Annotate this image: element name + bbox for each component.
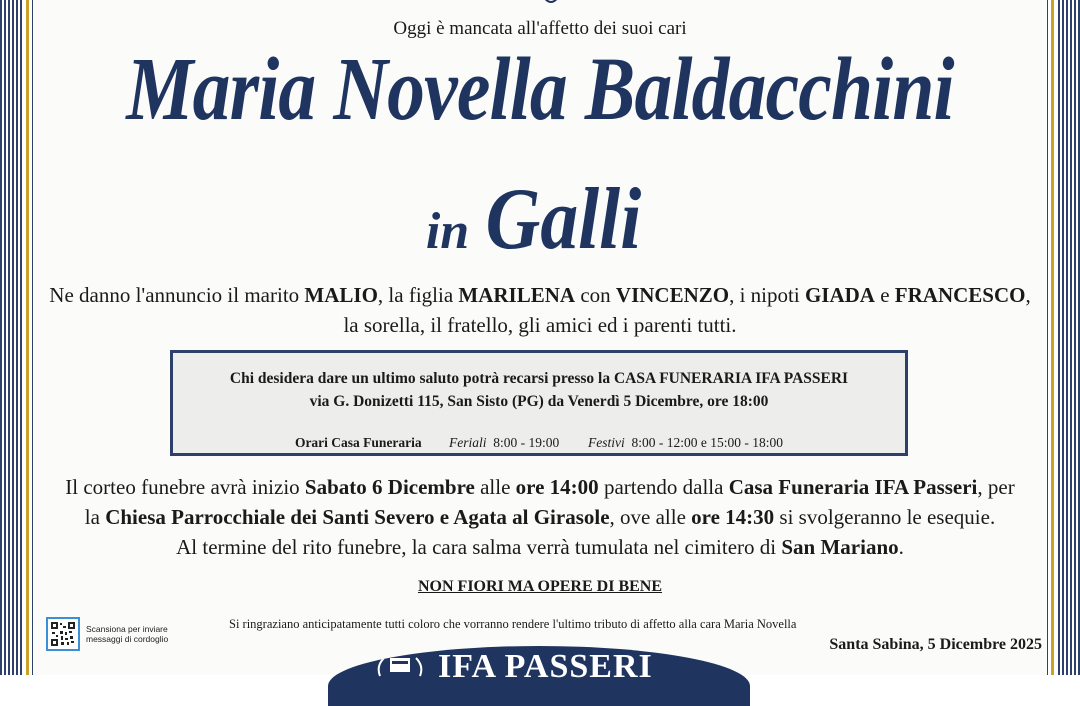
visitation-line-2: via G. Donizetti 115, San Sisto (PG) da Venerdì 5 Dicembre, ore 18:00 — [309, 393, 769, 410]
feriali-label: Feriali — [449, 435, 487, 450]
no-flowers-note — [34, 578, 1046, 596]
surname: Galli — [485, 171, 642, 268]
announcement — [34, 280, 1046, 340]
qr-code-icon[interactable] — [46, 617, 80, 651]
corteo-text: . — [898, 535, 904, 559]
corteo-text: , per — [977, 475, 1015, 499]
announcement-line-2: la sorella, il fratello, gli amici ed i parenti tutti. — [343, 313, 737, 337]
left-striped-border — [0, 0, 22, 675]
corteo-text: Il corteo funebre avrà inizio — [65, 475, 305, 499]
announce-text: Ne danno l'annuncio il marito — [49, 283, 305, 307]
announce-text: e — [874, 283, 895, 307]
married-name — [34, 171, 1046, 268]
festivi-label: Festivi — [588, 435, 625, 450]
right-gold-line — [1051, 0, 1054, 675]
announce-text: , — [1025, 283, 1031, 307]
qr-caption-line-1: Scansiona per inviare — [86, 624, 168, 634]
corteo-text: partendo dalla — [598, 475, 729, 499]
announcement-line-1 — [34, 280, 1046, 310]
corteo-bold: ore 14:30 — [691, 505, 775, 529]
left-gold-line — [26, 0, 29, 675]
feriali-hours: 8:00 - 19:00 — [493, 435, 560, 450]
corteo-bold: ore 14:00 — [515, 475, 599, 499]
corteo-line-3 — [34, 532, 1046, 562]
announce-name: MALIO — [304, 283, 378, 307]
corteo-line-2 — [34, 502, 1046, 532]
corteo-text: si svolgeranno le esequie. — [774, 505, 996, 529]
announce-name: MARILENA — [458, 283, 576, 307]
obituary-notice — [34, 0, 1046, 685]
corteo-bold: Chiesa Parrocchiale dei Santi Severo e Agata al Girasole — [105, 505, 610, 529]
intro-line: Oggi è mancata all'affetto dei suoi cari — [393, 18, 687, 39]
qr-condolence[interactable] — [46, 617, 168, 651]
deceased-name: Maria Novella Baldacchini — [126, 40, 954, 139]
hours-label: Orari Casa Funeraria — [294, 435, 422, 450]
laurel-emblem-icon — [374, 654, 426, 678]
corteo-bold: San Mariano — [781, 535, 899, 559]
funeral-home-hours — [173, 435, 905, 451]
corteo-text: , ove alle — [609, 505, 692, 529]
logo-text: IFA PASSERI — [438, 648, 653, 685]
corteo-bold: Casa Funeraria IFA Passeri — [728, 475, 978, 499]
announce-text: , la figlia — [377, 283, 459, 307]
cross-ornament-icon — [539, 0, 563, 6]
announce-name: VINCENZO — [615, 283, 730, 307]
corteo-text: la — [84, 505, 106, 529]
ifa-passeri-logo — [328, 646, 750, 706]
announce-name: FRANCESCO — [894, 283, 1026, 307]
right-striped-border — [1058, 0, 1080, 675]
corteo-line-1 — [34, 472, 1046, 502]
qr-caption-line-2: messaggi di cordoglio — [86, 634, 169, 644]
corteo-bold: Sabato 6 Dicembre — [304, 475, 475, 499]
place-and-date: Santa Sabina, 5 Dicembre 2025 — [829, 636, 1042, 653]
thanks-line: Si ringraziano anticipatamente tutti coloro che vorranno rendere l'ultimo tributo di affetto alla cara Maria Novella — [229, 617, 797, 631]
left-inner-line — [32, 0, 33, 675]
festivi-hours: 8:00 - 12:00 e 15:00 - 18:00 — [631, 435, 784, 450]
right-inner-line — [1047, 0, 1048, 675]
announce-name: GIADA — [804, 283, 875, 307]
corteo-text: alle — [474, 475, 516, 499]
no-flowers-text: NON FIORI MA OPERE DI BENE — [417, 578, 663, 595]
announce-text: , i nipoti — [729, 283, 805, 307]
qr-caption — [86, 624, 168, 644]
visitation-box — [170, 350, 908, 456]
funeral-procession-text — [34, 472, 1046, 562]
announce-text: con — [575, 283, 616, 307]
surname-prefix: in — [425, 203, 470, 260]
corteo-text: Al termine del rito funebre, la cara salma verrà tumulata nel cimitero di — [176, 535, 782, 559]
visitation-line-1: Chi desidera dare un ultimo saluto potrà recarsi presso la CASA FUNERARIA IFA PASSERI — [229, 370, 849, 387]
